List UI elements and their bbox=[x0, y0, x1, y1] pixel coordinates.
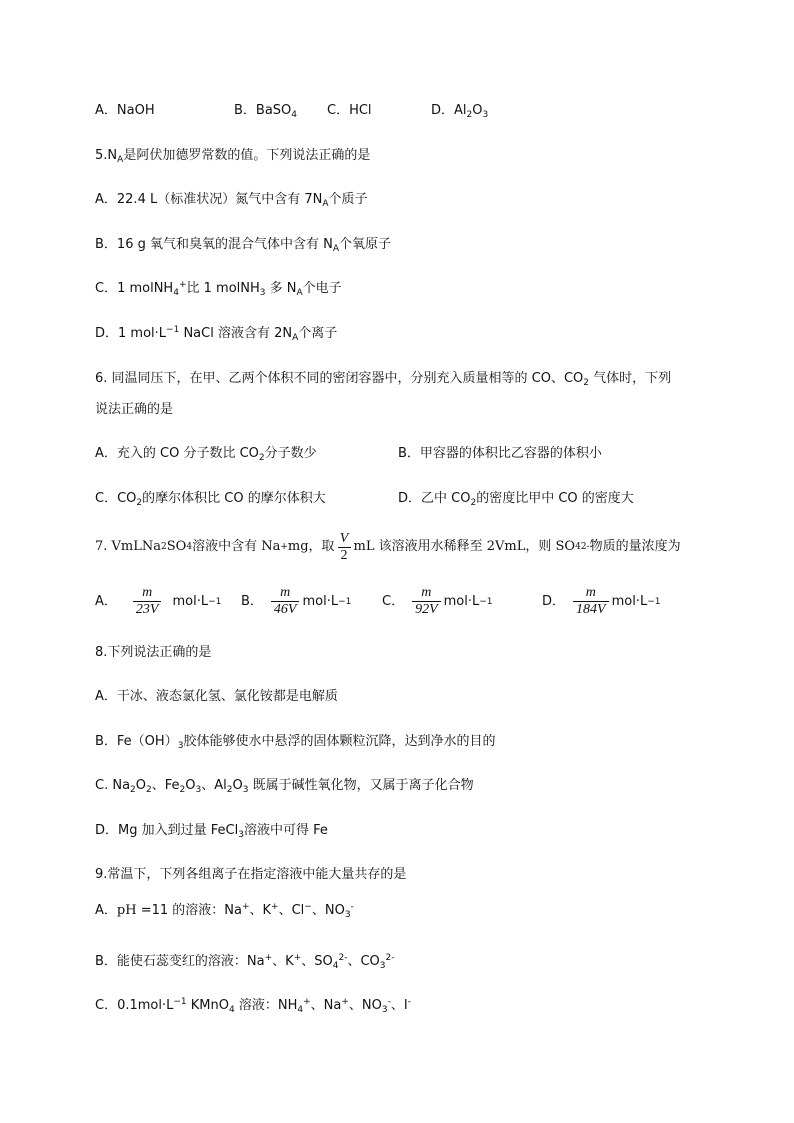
q5-option-b: B．16 g 氧气和臭氧的混合气体中含有 $N_A$个氧原子 bbox=[95, 237, 392, 254]
q4-option-b: B．BaSO$_4$ bbox=[234, 103, 298, 120]
q4-option-c: C．HCl bbox=[327, 103, 372, 118]
q8-option-a: A．干冰、液态氯化氢、氯化铵都是电解质 bbox=[95, 689, 338, 704]
q6-option-c: C．$CO_2$的摩尔体积比 CO 的摩尔体积大 bbox=[95, 491, 326, 508]
q7-option-a: A． $\frac{m}{23V}$ mol·L −1 bbox=[95, 585, 222, 617]
q4-option-a: A．NaOH bbox=[95, 103, 155, 118]
q7-option-b: B． $\frac{m}{46V}$ mol·L −1 bbox=[241, 585, 352, 617]
q6-option-d: D．乙中 $CO_2$的密度比甲中 CO 的密度大 bbox=[398, 491, 634, 508]
q7-option-d-fraction: $\frac{m}{184V}$ bbox=[573, 585, 609, 618]
q9-option-b: B．能使石蕊变红的溶液：Na+、K+、$SO_4^{2-}$、$CO_3^{2-}$ bbox=[95, 953, 395, 971]
q9-option-c: C．$0.1mol\cdot L^{-1}$ KMnO$_4$ 溶液：$NH_4^+$、Na+、$NO_3^-$、I- bbox=[95, 997, 411, 1015]
q6-option-a: A．充入的 CO 分子数比 $CO_2$分子数少 bbox=[95, 446, 317, 463]
q5-stem: $5.N_A$是阿伏加德罗常数的值。下列说法正确的是 bbox=[95, 148, 371, 165]
q7-option-d: D． $\frac{m}{184V}$ mol·L −1 bbox=[542, 585, 661, 617]
q7-fraction-v-over-2: $\frac{V}{2}$ bbox=[338, 531, 351, 564]
q8-option-b: B．$Fe(OH)_3$胶体能够使水中悬浮的固体颗粒沉降，达到净水的目的 bbox=[95, 734, 496, 751]
q5-option-a: A．22.4 L（标准状况）氮气中含有 $7N_A$个质子 bbox=[95, 192, 368, 209]
q6-stem-line1: 6. 同温同压下，在甲、乙两个体积不同的密闭容器中，分别充入质量相等的 CO、$CO_2$ 气体时，下列 bbox=[95, 371, 672, 388]
q4-option-d: D．$Al_2O_3$ bbox=[431, 103, 489, 120]
q9-stem: 9.常温下，下列各组离子在指定溶液中能大量共存的是 bbox=[95, 867, 407, 882]
q9-option-a: A．pH =11 的溶液：Na+、K+、Cl−、$NO_3^-$ bbox=[95, 902, 354, 920]
q7-option-c-fraction: $\frac{m}{92V}$ bbox=[412, 585, 441, 618]
q7-stem: 7. VmLNa 2 SO 4 溶液中含有 Na + mg，取 $\frac{V}{2}$ mL 该溶液用水稀释至 2VmL，则 SO 4 2- 物质的量浓度为 bbox=[95, 530, 681, 563]
q8-option-d: D．Mg 加入到过量 FeCl$_3$溶液中可得 Fe bbox=[95, 823, 328, 840]
q8-option-c: C. $Na_2O_2$、$Fe_2O_3$、$Al_2O_3$ 既属于碱性氧化物，又属于离子化合物 bbox=[95, 778, 474, 795]
q7-option-c: C． $\frac{m}{92V}$ mol·L −1 bbox=[382, 585, 493, 617]
q6-option-b: B．甲容器的体积比乙容器的体积小 bbox=[398, 446, 602, 461]
q8-stem: 8.下列说法正确的是 bbox=[95, 645, 212, 660]
q5-option-c: C．1 molNH$_4$+比 1 molNH$_3$ 多 $N_A$个电子 bbox=[95, 280, 342, 298]
q5-option-d: D．1 $mol\cdot L^{-1}$ NaCl 溶液含有 $2N_A$个离子 bbox=[95, 325, 338, 343]
q7-option-a-fraction: $\frac{m}{23V}$ bbox=[133, 585, 162, 618]
q6-stem-line2: 说法正确的是 bbox=[95, 402, 174, 417]
q7-option-b-fraction: $\frac{m}{46V}$ bbox=[271, 585, 300, 618]
